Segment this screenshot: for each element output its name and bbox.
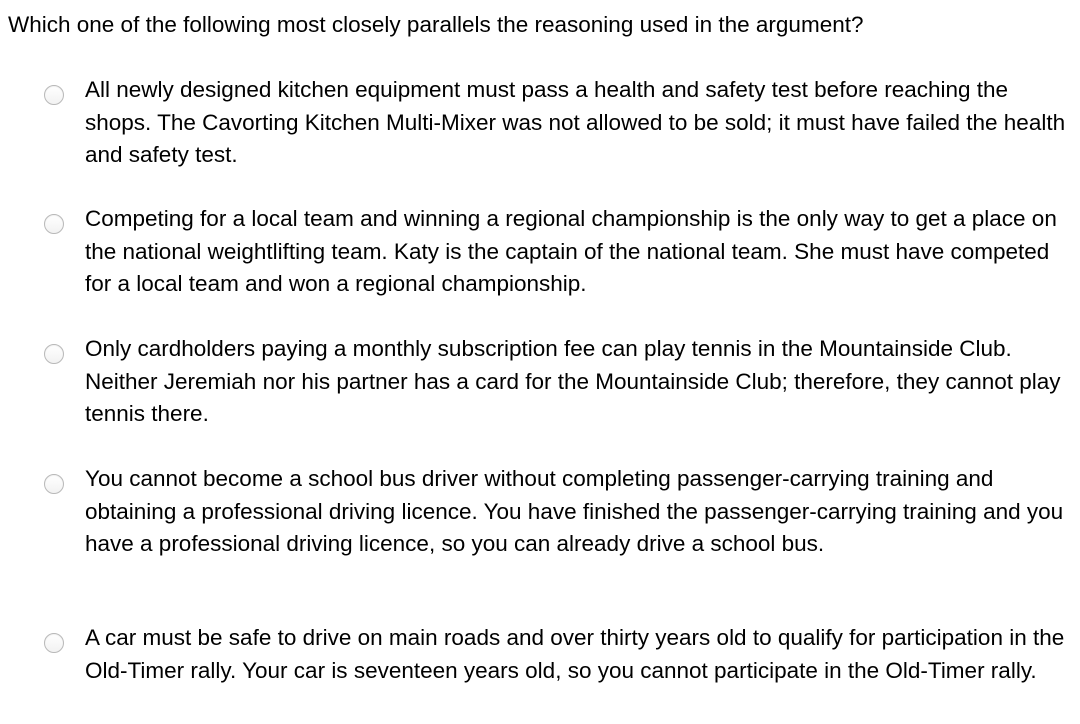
radio-button-e[interactable] <box>44 633 64 653</box>
answer-option-d-text: You cannot become a school bus driver without completing passenger-carrying training and obtaining a professional driving licence. You have finished the passenger-carrying training and you have a professional driving licence, so you can already drive a school bus. <box>85 466 1064 556</box>
answer-option-b[interactable] <box>44 203 1074 303</box>
answer-option-c-text: Only cardholders paying a monthly subscription fee can play tennis in the Mountainside Club. Neither Jeremiah nor his partner has a card for the Mountainside Club; therefore, they cannot play tennis there. <box>85 336 1061 426</box>
radio-button-b[interactable] <box>44 214 64 234</box>
answer-option-c[interactable] <box>44 333 1074 433</box>
radio-button-d[interactable] <box>44 474 64 494</box>
answer-option-d[interactable] <box>44 463 1074 593</box>
answer-option-e-text: A car must be safe to drive on main roads and over thirty years old to qualify for participation in the Old-Timer rally. Your car is seventeen years old, so you cannot participate in the Old-Timer rally. <box>85 625 1065 683</box>
answer-option-a-text: All newly designed kitchen equipment must pass a health and safety test before reaching the shops. The Cavorting Kitchen Multi-Mixer was not allowed to be sold; it must have failed the health and safety test. <box>85 77 1066 167</box>
answer-option-e[interactable] <box>44 622 1074 722</box>
answer-option-b-text: Competing for a local team and winning a regional championship is the only way to get a place on the national weightlifting team. Katy is the captain of the national team. She must have competed for a local team and won a regional championship. <box>85 206 1057 296</box>
question-text: Which one of the following most closely parallels the reasoning used in the argument? <box>8 12 864 37</box>
radio-button-a[interactable] <box>44 85 64 105</box>
radio-button-c[interactable] <box>44 344 64 364</box>
answer-option-a[interactable] <box>44 74 1074 174</box>
